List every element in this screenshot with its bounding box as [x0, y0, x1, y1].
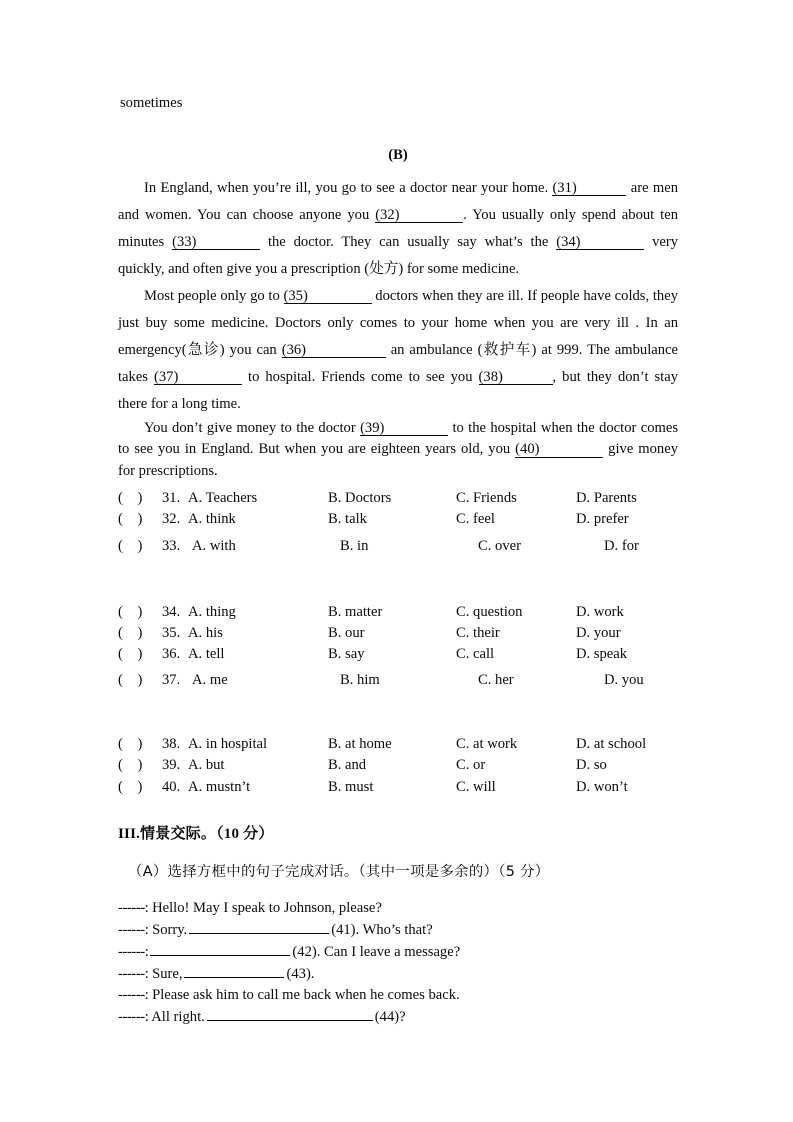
- passage-text: . You usually only spend about ten minutes: [118, 206, 678, 250]
- blank-32[interactable]: (32): [375, 208, 463, 224]
- option-d[interactable]: D. for: [604, 537, 639, 554]
- option-b[interactable]: B. in: [340, 537, 369, 554]
- answer-bracket-35[interactable]: ( ): [118, 624, 143, 641]
- option-b[interactable]: B. say: [328, 645, 365, 662]
- passage-text: You don’t give money to the doctor: [144, 419, 356, 436]
- multiple-choice-list: [118, 488, 678, 798]
- speaker-dash: ------:: [118, 943, 149, 960]
- option-c[interactable]: C. feel: [456, 511, 495, 528]
- passage-text: , but they don’t stay there for a long time.: [118, 368, 679, 412]
- question-number: 34.: [162, 603, 181, 620]
- dialogue-line-1: [118, 898, 678, 919]
- dialogue-line-5: [118, 985, 678, 1006]
- passage-paragraph-3: [118, 418, 678, 483]
- option-a[interactable]: A. me: [192, 672, 228, 689]
- speaker-dash: ------:: [118, 987, 149, 1004]
- option-c[interactable]: C. her: [478, 672, 514, 689]
- question-number: 39.: [162, 757, 181, 774]
- blank-38[interactable]: (38): [479, 370, 553, 386]
- passage-paragraph-2: [118, 283, 678, 418]
- passage-text: an ambulance (救护车) at 999. The ambulance takes: [118, 341, 678, 385]
- option-a[interactable]: A. tell: [188, 645, 225, 662]
- passage-text: to the hospital when the doctor comes to see you in England. But when you are eighteen years old, you: [118, 419, 678, 458]
- answer-bracket-33[interactable]: ( ): [118, 537, 143, 554]
- answer-bracket-36[interactable]: ( ): [118, 645, 143, 662]
- passage-paragraph-1: [118, 175, 678, 283]
- question-number: 36.: [162, 645, 181, 662]
- section-three-heading: III.情景交际。（10 分）: [118, 825, 274, 842]
- option-d[interactable]: D. at school: [576, 736, 647, 753]
- question-number: 35.: [162, 624, 181, 641]
- option-d[interactable]: D. speak: [576, 645, 628, 662]
- option-b[interactable]: B. Doctors: [328, 490, 392, 507]
- option-a[interactable]: A. in hospital: [188, 736, 268, 753]
- option-c[interactable]: C. or: [456, 757, 486, 774]
- option-a[interactable]: A. with: [192, 537, 236, 554]
- option-b[interactable]: B. him: [340, 672, 380, 689]
- question-row-37[interactable]: [118, 665, 678, 696]
- blank-40[interactable]: (40): [515, 442, 603, 458]
- option-d[interactable]: D. prefer: [576, 511, 629, 528]
- answer-bracket-38[interactable]: ( ): [118, 736, 143, 753]
- answer-bracket-40[interactable]: ( ): [118, 778, 143, 795]
- question-row-34[interactable]: [118, 602, 678, 623]
- question-number: 32.: [162, 511, 181, 528]
- option-a[interactable]: A. think: [188, 511, 236, 528]
- blank-36[interactable]: (36): [282, 343, 386, 359]
- question-row-33[interactable]: [118, 531, 678, 562]
- option-c[interactable]: C. call: [456, 645, 495, 662]
- question-row-31[interactable]: [118, 488, 678, 509]
- passage-text: to hospital. Friends come to see you: [248, 368, 473, 385]
- option-c[interactable]: C. at work: [456, 736, 518, 753]
- dialogue-text: (42). Can I leave a message?: [292, 943, 461, 960]
- speaker-dash: ------:: [118, 899, 149, 916]
- carryover-word: sometimes: [120, 95, 183, 111]
- dialogue-blank-42[interactable]: [150, 941, 290, 956]
- blank-31[interactable]: (31): [552, 181, 626, 197]
- dialogue-line-4: [118, 963, 678, 985]
- answer-bracket-37[interactable]: ( ): [118, 672, 143, 689]
- option-a[interactable]: A. but: [188, 757, 225, 774]
- option-c[interactable]: C. will: [456, 778, 496, 795]
- speaker-dash: ------:: [118, 1009, 149, 1026]
- spacer: [118, 562, 678, 602]
- question-number: 40.: [162, 778, 181, 795]
- option-b[interactable]: B. matter: [328, 603, 383, 620]
- answer-bracket-34[interactable]: ( ): [118, 603, 143, 620]
- dialogue-blank-43[interactable]: [184, 963, 284, 978]
- blank-33[interactable]: (33): [172, 235, 260, 251]
- option-a[interactable]: A. mustn’t: [188, 778, 251, 795]
- option-c[interactable]: C. their: [456, 624, 500, 641]
- option-d[interactable]: D. so: [576, 757, 607, 774]
- blank-37[interactable]: (37): [154, 370, 242, 386]
- dialogue-text: (44)?: [374, 1009, 406, 1026]
- dialogue-text: (43).: [286, 965, 315, 982]
- option-b[interactable]: B. at home: [328, 736, 392, 753]
- option-b[interactable]: B. talk: [328, 511, 367, 528]
- dialogue-text: Sure,: [152, 965, 183, 982]
- dialogue-text: (41). Who’s that?: [331, 921, 433, 938]
- option-d[interactable]: D. won’t: [576, 778, 628, 795]
- option-c[interactable]: C. question: [456, 603, 523, 620]
- option-a[interactable]: A. his: [188, 624, 223, 641]
- passage-text: are men and women. You can choose anyone you: [118, 179, 678, 223]
- dialogue-text: Please ask him to call me back when he comes back.: [152, 987, 460, 1004]
- option-b[interactable]: B. must: [328, 778, 374, 795]
- question-row-35[interactable]: [118, 623, 678, 644]
- answer-bracket-31[interactable]: ( ): [118, 490, 143, 507]
- question-row-40[interactable]: [118, 777, 678, 798]
- option-b[interactable]: B. and: [328, 757, 367, 774]
- passage-text: very quickly, and often give you a prescription (处方) for some medicine.: [118, 233, 679, 277]
- question-row-32[interactable]: [118, 509, 678, 530]
- option-a[interactable]: A. thing: [188, 603, 236, 620]
- option-b[interactable]: B. our: [328, 624, 365, 641]
- passage-text: In England, when you’re ill, you go to see a doctor near your home.: [144, 179, 549, 196]
- dialogue-text: All right.: [151, 1009, 205, 1026]
- question-number: 38.: [162, 736, 181, 753]
- passage-text: give money for prescriptions.: [118, 441, 679, 479]
- question-row-36[interactable]: [118, 644, 678, 665]
- spacer: [118, 696, 678, 734]
- question-number: 37.: [162, 672, 181, 689]
- answer-bracket-39[interactable]: ( ): [118, 757, 143, 774]
- dialogue-text: Sorry.: [152, 921, 188, 938]
- passage-text: the doctor. They can usually say what’s the: [267, 233, 549, 250]
- section-three-part-a-instruction: （A）选择方框中的句子完成对话。（其中一项是多余的）（5 分）: [128, 863, 550, 880]
- passage-text: doctors when they are ill. If people have colds, they just buy some medicine. Doctors only comes to your home when you are very ill . In an emergency(急诊) you can: [118, 287, 678, 358]
- option-a[interactable]: A. Teachers: [188, 490, 258, 507]
- question-number: 33.: [162, 537, 181, 554]
- option-d[interactable]: D. your: [576, 624, 621, 641]
- passage-text: Most people only go to: [144, 287, 280, 304]
- blank-35[interactable]: (35): [284, 289, 372, 305]
- option-d[interactable]: D. you: [604, 672, 644, 689]
- option-c[interactable]: C. over: [478, 537, 521, 554]
- option-d[interactable]: D. work: [576, 603, 624, 620]
- dialogue-blank-41[interactable]: [189, 919, 329, 934]
- question-row-38[interactable]: [118, 734, 678, 755]
- dialogue-blank-44[interactable]: [207, 1006, 373, 1021]
- question-row-39[interactable]: [118, 755, 678, 776]
- dialogue-text: Hello! May I speak to Johnson, please?: [152, 899, 382, 916]
- page-content: [118, 96, 678, 1028]
- dialogue-line-3: [118, 941, 678, 963]
- option-c[interactable]: C. Friends: [456, 490, 517, 507]
- question-number: 31.: [162, 490, 181, 507]
- blank-39[interactable]: (39): [360, 421, 448, 437]
- speaker-dash: ------:: [118, 965, 149, 982]
- option-d[interactable]: D. Parents: [576, 490, 637, 507]
- dialogue-list: [118, 898, 678, 1029]
- speaker-dash: ------:: [118, 921, 149, 938]
- dialogue-line-6: [118, 1006, 678, 1028]
- dialogue-line-2: [118, 919, 678, 941]
- blank-34[interactable]: (34): [556, 235, 644, 251]
- section-b-heading: (B): [388, 146, 408, 163]
- answer-bracket-32[interactable]: ( ): [118, 511, 143, 528]
